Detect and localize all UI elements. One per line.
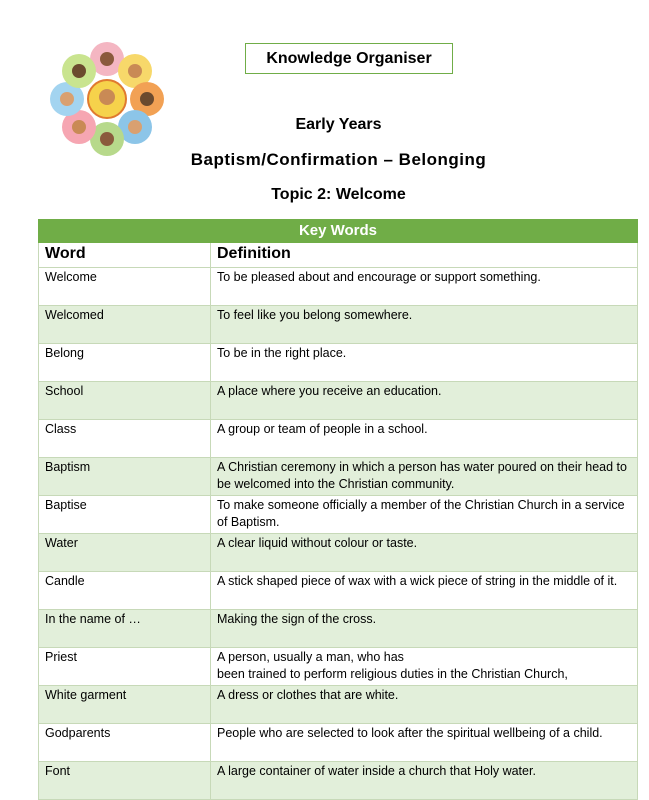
definition-cell: A stick shaped piece of wax with a wick piece of string in the middle of it. [211, 572, 638, 610]
table-row [39, 306, 638, 344]
table-row [39, 382, 638, 420]
word-cell: White garment [39, 686, 211, 724]
definition-cell: A group or team of people in a school. [211, 420, 638, 458]
table-row [39, 724, 638, 762]
table-row [39, 610, 638, 648]
word-cell: Baptise [39, 496, 211, 534]
definition-cell: A Christian ceremony in which a person has water poured on their head to be welcomed into the Christian community. [211, 458, 638, 496]
word-cell: Welcomed [39, 306, 211, 344]
table-row [39, 496, 638, 534]
definition-cell: To be in the right place. [211, 344, 638, 382]
word-cell: Font [39, 762, 211, 800]
table-row [39, 534, 638, 572]
definition-cell: People who are selected to look after the spiritual wellbeing of a child. [211, 724, 638, 762]
definition-cell: A clear liquid without colour or taste. [211, 534, 638, 572]
definition-cell: Making the sign of the cross. [211, 610, 638, 648]
column-header-definition: Definition [211, 243, 638, 268]
table-row [39, 344, 638, 382]
definition-cell: To feel like you belong somewhere. [211, 306, 638, 344]
word-cell: Baptism [39, 458, 211, 496]
word-cell: Water [39, 534, 211, 572]
word-cell: Godparents [39, 724, 211, 762]
word-cell: Class [39, 420, 211, 458]
column-header-word: Word [39, 243, 211, 268]
word-cell: Belong [39, 344, 211, 382]
word-cell: Priest [39, 648, 211, 686]
word-cell: Candle [39, 572, 211, 610]
definition-cell: A dress or clothes that are white. [211, 686, 638, 724]
word-cell: School [39, 382, 211, 420]
flower-children-logo-icon [48, 40, 166, 158]
definition-cell: To make someone officially a member of the Christian Church in a service of Baptism. [211, 496, 638, 534]
definition-cell: A place where you receive an education. [211, 382, 638, 420]
definition-cell: A person, usually a man, who has been trained to perform religious duties in the Christian Church, [211, 648, 638, 686]
table-row [39, 458, 638, 496]
table-row [39, 648, 638, 686]
year-heading: Early Years [295, 116, 382, 133]
subtopic-heading: Topic 2: Welcome [271, 186, 406, 203]
definition-cell: To be pleased about and encourage or support something. [211, 268, 638, 306]
page-title: Knowledge Organiser [245, 43, 453, 74]
table-row [39, 572, 638, 610]
word-cell: In the name of … [39, 610, 211, 648]
table-row [39, 268, 638, 306]
topic-heading: Baptism/Confirmation – Belonging [190, 150, 487, 169]
table-row [39, 686, 638, 724]
table-row [39, 762, 638, 800]
word-cell: Welcome [39, 268, 211, 306]
table-row [39, 420, 638, 458]
key-words-table [38, 219, 638, 800]
definition-cell: A large container of water inside a church that Holy water. [211, 762, 638, 800]
table-caption: Key Words [39, 220, 638, 243]
